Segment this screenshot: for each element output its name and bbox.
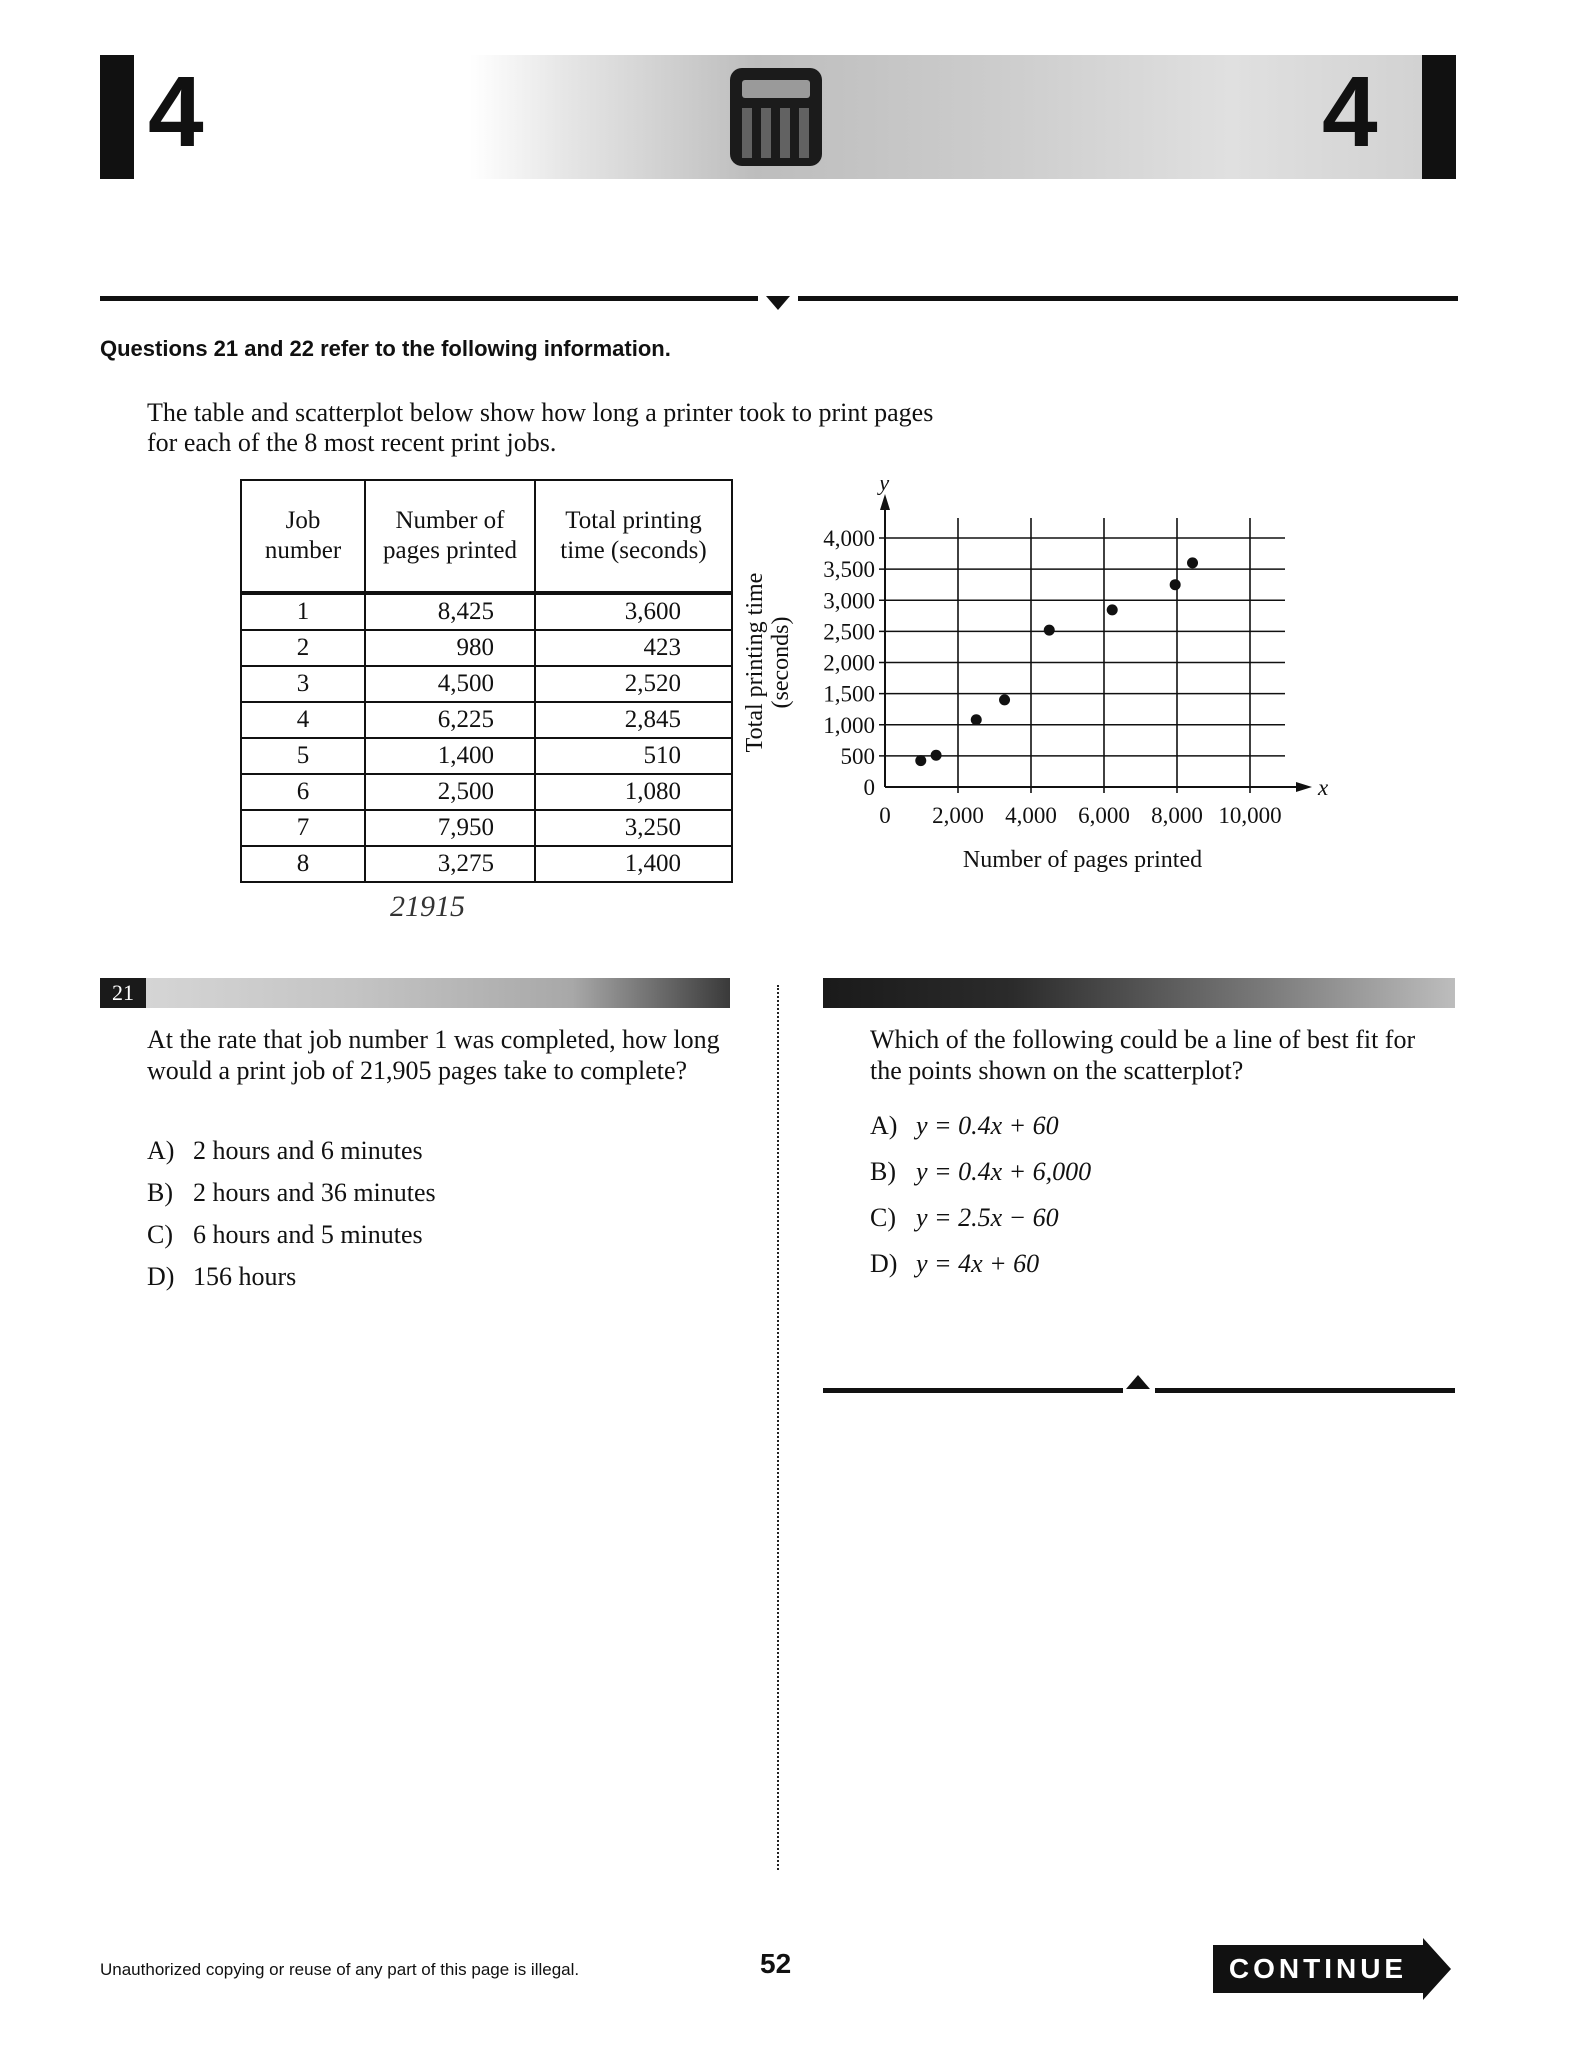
continue-button[interactable]: CONTINUE <box>1213 1945 1423 1993</box>
question-number-21: 21 <box>100 978 146 1008</box>
question-22-text: Which of the following could be a line of best fit for the points shown on the scatterplot? <box>870 1025 1416 1085</box>
section-number-right: 4 <box>1322 56 1378 168</box>
choice-22-d[interactable] <box>870 1241 1091 1287</box>
choice-22-c[interactable] <box>870 1195 1091 1241</box>
table-cell: 7 <box>241 810 365 846</box>
question-21-text: At the rate that job number 1 was completed, how long would a print job of 21,905 pages take to complete? <box>147 1025 720 1085</box>
bottom-rule-right <box>1155 1388 1455 1393</box>
choice-text: 156 hours <box>193 1262 297 1291</box>
y-axis-arrow <box>880 494 890 510</box>
table-row <box>241 774 732 810</box>
table-cell: 1,080 <box>535 774 732 810</box>
question-22-choices <box>870 1103 1091 1287</box>
y-tick-label: 4,000 <box>823 526 875 551</box>
y-tick-label: 1,500 <box>823 681 875 707</box>
y-axis-label: Total printing time(seconds) <box>742 572 794 753</box>
table-cell: 4 <box>241 702 365 738</box>
table-cell: 2,520 <box>535 666 732 702</box>
x-tick-label: 2,000 <box>932 803 984 828</box>
header-band <box>470 55 1422 179</box>
table-cell: 8,425 <box>365 593 535 630</box>
choice-label: C) <box>147 1220 173 1249</box>
top-rule-right <box>798 296 1458 301</box>
y-tick-label: 3,500 <box>823 557 875 583</box>
table-cell: 980 <box>365 630 535 666</box>
x-tick-label: 6,000 <box>1078 803 1130 828</box>
table-cell: 1,400 <box>365 738 535 774</box>
table-cell: 3,250 <box>535 810 732 846</box>
choice-22-a[interactable] <box>870 1103 1091 1149</box>
table-cell: 2,500 <box>365 774 535 810</box>
table-header-job: Job number <box>241 480 365 593</box>
table-cell: 2,845 <box>535 702 732 738</box>
print-jobs-table <box>240 479 733 883</box>
section-right-bar <box>1422 55 1456 179</box>
x-tick-label: 0 <box>879 803 891 828</box>
x-tick-label: 8,000 <box>1151 803 1203 828</box>
handwritten-note: 21915 <box>390 890 465 923</box>
data-point <box>1107 604 1118 615</box>
data-point <box>915 755 926 766</box>
question-21-bar <box>100 978 730 1008</box>
x-tick-label: 4,000 <box>1005 803 1057 828</box>
table-cell: 5 <box>241 738 365 774</box>
data-point <box>1044 625 1055 636</box>
intro-text: The table and scatterplot below show how long a printer took to print pages for each of the 8 most recent print jobs. <box>147 398 934 457</box>
table-cell: 6 <box>241 774 365 810</box>
y-tick-label: 2,000 <box>823 650 875 676</box>
table-row <box>241 666 732 702</box>
table-header-pages: Number of pages printed <box>365 480 535 593</box>
table-cell: 2 <box>241 630 365 666</box>
choice-label: D) <box>147 1262 175 1291</box>
continue-arrow-icon <box>1423 1938 1451 2000</box>
bottom-rule-left <box>823 1388 1123 1393</box>
choice-text: y = 0.4x + 60 <box>916 1111 1059 1140</box>
page-number: 52 <box>760 1948 792 1979</box>
column-divider <box>777 985 779 1870</box>
y-tick-label: 2,500 <box>823 619 875 645</box>
section-number-left: 4 <box>148 56 204 168</box>
choice-21-b[interactable] <box>147 1172 436 1214</box>
choice-text: 2 hours and 6 minutes <box>193 1136 423 1165</box>
table-cell: 6,225 <box>365 702 535 738</box>
triangle-up-icon <box>1126 1375 1150 1389</box>
data-point <box>971 714 982 725</box>
table-cell: 1 <box>241 593 365 630</box>
data-point <box>1187 557 1198 568</box>
data-point <box>1170 579 1181 590</box>
table-cell: 3,600 <box>535 593 732 630</box>
intro-title: Questions 21 and 22 refer to the following information. <box>100 336 671 361</box>
calculator-icon <box>730 68 822 166</box>
choice-22-b[interactable] <box>870 1149 1091 1195</box>
table-row <box>241 630 732 666</box>
table-cell: 510 <box>535 738 732 774</box>
table-cell: 3 <box>241 666 365 702</box>
table-row <box>241 593 732 630</box>
y-tick-label: 500 <box>840 743 875 769</box>
choice-label: D) <box>870 1249 898 1278</box>
table-row <box>241 810 732 846</box>
data-point <box>931 750 942 761</box>
question-22-bar <box>823 978 1455 1008</box>
top-rule-left <box>100 296 758 301</box>
y-axis-letter: y <box>879 480 890 495</box>
table-row <box>241 702 732 738</box>
x-axis-label: Number of pages printed <box>962 847 1203 873</box>
table-header-time: Total printing time (seconds) <box>535 480 732 593</box>
y-tick-label: 1,000 <box>823 712 875 738</box>
y-tick-label: 0 <box>863 775 875 800</box>
x-axis-letter: x <box>1318 775 1329 800</box>
choice-text: y = 4x + 60 <box>916 1249 1040 1278</box>
data-point <box>999 694 1010 705</box>
question-21-choices <box>147 1130 436 1298</box>
table-row <box>241 846 732 882</box>
table-row <box>241 738 732 774</box>
table-cell: 4,500 <box>365 666 535 702</box>
y-tick-label: 3,000 <box>823 588 875 614</box>
choice-text: y = 2.5x − 60 <box>916 1203 1059 1232</box>
table-cell: 1,400 <box>535 846 732 882</box>
choice-text: y = 0.4x + 6,000 <box>916 1157 1092 1186</box>
copyright-notice: Unauthorized copying or reuse of any part of this page is illegal. <box>100 1960 580 1979</box>
table-cell: 7,950 <box>365 810 535 846</box>
table-cell: 423 <box>535 630 732 666</box>
choice-text: 6 hours and 5 minutes <box>193 1220 423 1249</box>
choice-text: 2 hours and 36 minutes <box>193 1178 436 1207</box>
scatterplot <box>730 480 1350 890</box>
choice-label: A) <box>147 1136 175 1165</box>
choice-21-a[interactable] <box>147 1130 436 1172</box>
section-left-bar <box>100 55 134 179</box>
choice-label: A) <box>870 1111 898 1140</box>
x-tick-label: 10,000 <box>1218 803 1282 828</box>
choice-label: B) <box>147 1178 173 1207</box>
choice-label: B) <box>870 1157 896 1186</box>
choice-label: C) <box>870 1203 896 1232</box>
x-axis-arrow <box>1296 782 1312 792</box>
triangle-down-icon <box>766 296 790 310</box>
choice-21-d[interactable] <box>147 1256 436 1298</box>
choice-21-c[interactable] <box>147 1214 436 1256</box>
table-cell: 3,275 <box>365 846 535 882</box>
table-cell: 8 <box>241 846 365 882</box>
